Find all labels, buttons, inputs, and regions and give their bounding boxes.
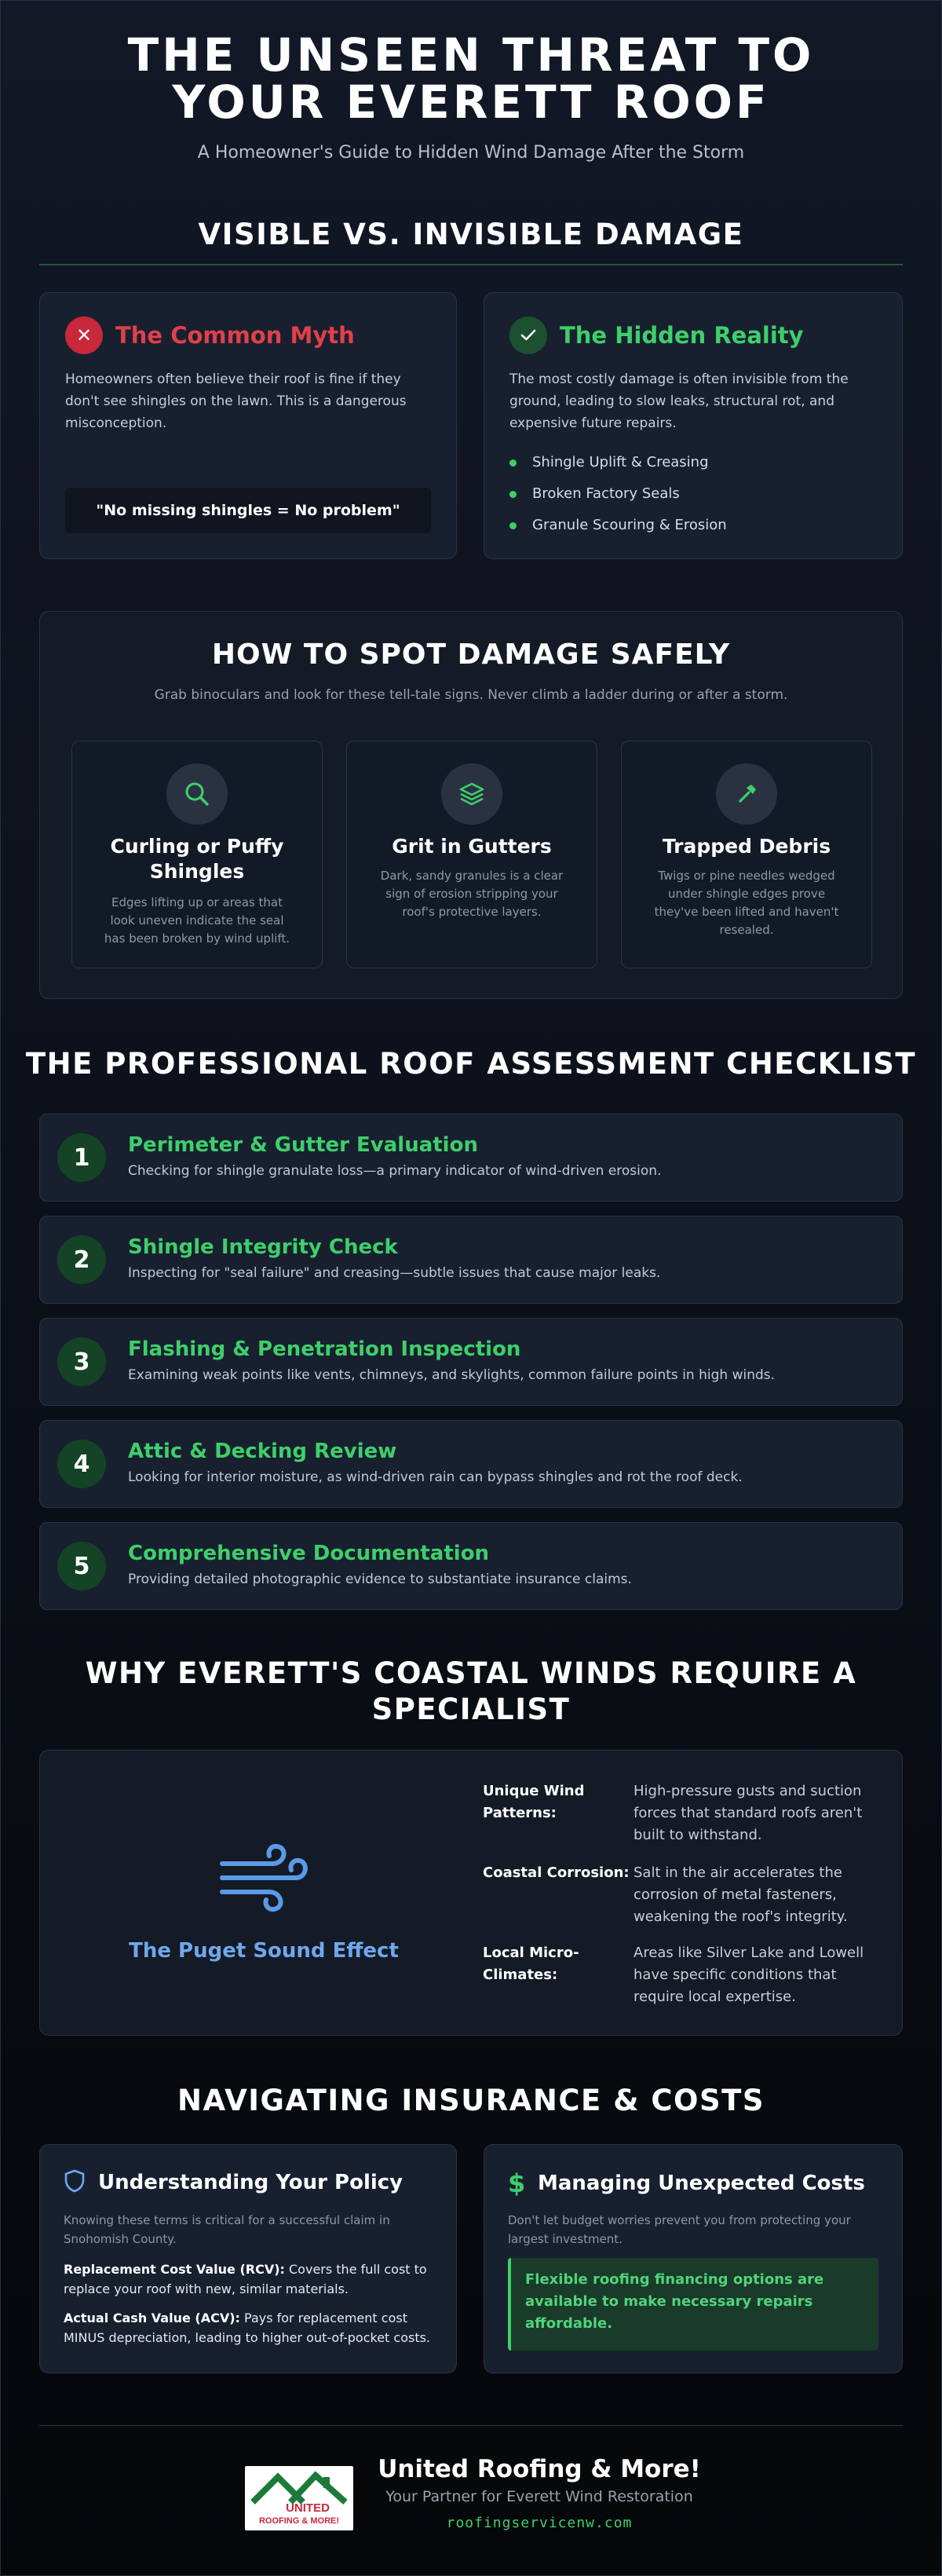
costs-lead-line1: Don't let budget worries prevent you from protecting your	[508, 2213, 851, 2227]
factor-key-line1: Coastal Corrosion:	[483, 1864, 630, 1881]
step-title: Comprehensive Documentation	[128, 1542, 490, 1565]
section-title-coastal-line2: SPECIALIST	[371, 1692, 571, 1726]
spot-card-text-line2: under shingle edges prove	[667, 887, 826, 901]
search-icon	[166, 763, 228, 825]
rcv-definition	[64, 2259, 433, 2299]
bullet-dot	[509, 491, 517, 498]
spot-card-text-line2: sign of erosion stripping your	[385, 887, 558, 901]
section-divider	[39, 264, 903, 265]
spot-card-text-line4: resealed.	[719, 923, 774, 937]
step-number: 5	[57, 1542, 106, 1590]
policy-card	[39, 2144, 457, 2373]
factor-value	[633, 1942, 883, 2008]
company-info	[371, 2455, 708, 2531]
page-title-line1: THE UNSEEN THREAT TO	[127, 28, 815, 82]
spot-card-grit	[346, 741, 597, 968]
acv-text-line2: MINUS depreciation, leading to higher out-of-pocket costs.	[64, 2330, 431, 2345]
shield-icon	[64, 2168, 86, 2197]
myth-quote: "No missing shingles = No problem"	[65, 488, 431, 533]
factor-key-line1: Unique Wind	[483, 1783, 585, 1799]
factor-value-line1: High-pressure gusts and suction	[633, 1783, 862, 1799]
list-item-label: Shingle Uplift & Creasing	[532, 454, 709, 470]
policy-lead-line1: Knowing these terms is critical for a successful claim in	[64, 2213, 390, 2227]
rcv-text-line2: replace your roof with new, similar materials.	[64, 2281, 349, 2296]
step-title: Flashing & Penetration Inspection	[128, 1337, 521, 1361]
coastal-factor	[483, 1780, 883, 1846]
policy-lead	[64, 2211, 433, 2249]
reality-heading: The Hidden Reality	[560, 322, 804, 349]
dollar-icon: $	[508, 2168, 526, 2198]
costs-heading: Managing Unexpected Costs	[538, 2172, 865, 2195]
financing-line3: affordable.	[525, 2315, 613, 2332]
bullet-dot	[509, 459, 517, 467]
checklist-item	[39, 1522, 903, 1610]
coastal-factor	[483, 1942, 883, 2008]
step-number: 4	[57, 1440, 106, 1488]
factor-value-line3: built to withstand.	[633, 1827, 762, 1843]
spot-damage-panel	[39, 611, 903, 999]
spot-card-text-line3: they've been lifted and haven't	[654, 905, 839, 919]
puget-sound-label: The Puget Sound Effect	[129, 1939, 399, 1963]
myth-card	[39, 292, 457, 559]
section-title-checklist: THE PROFESSIONAL ROOF ASSESSMENT CHECKLIST	[25, 1047, 917, 1081]
checklist-item	[39, 1114, 903, 1202]
spot-card-text	[96, 894, 298, 948]
spot-card-text-line2: look uneven indicate the seal	[110, 913, 284, 928]
list-item	[509, 447, 877, 478]
acv-definition	[64, 2308, 433, 2347]
logo-text-line2: ROOFING & MORE!	[258, 2516, 340, 2526]
checklist-item	[39, 1318, 903, 1406]
spot-card-title: Grit in Gutters	[392, 835, 552, 858]
list-item	[509, 510, 877, 541]
website-link[interactable]: roofingservicenw.com	[446, 2515, 633, 2531]
factor-value-line2: corrosion of metal fasteners,	[633, 1886, 837, 1903]
factor-value	[633, 1780, 883, 1846]
policy-header	[64, 2168, 403, 2197]
step-description: Looking for interior moisture, as wind-driven rain can bypass shingles and rot the roof deck.	[128, 1469, 743, 1485]
step-description: Checking for shingle granulate loss—a primary indicator of wind-driven erosion.	[128, 1163, 662, 1179]
step-title: Perimeter & Gutter Evaluation	[128, 1133, 478, 1157]
wind-icon	[217, 1840, 312, 1916]
rcv-text-line1: Covers the full cost to	[284, 2262, 427, 2277]
page-title-line2: YOUR EVERETT ROOF	[172, 75, 770, 129]
company-name: United Roofing & More!	[378, 2455, 701, 2483]
page-title	[0, 28, 942, 129]
spot-card-text	[371, 867, 573, 921]
spot-card-text-line3: has been broken by wind uplift.	[104, 931, 290, 946]
factor-key-line1: Local Micro-	[483, 1945, 579, 1961]
step-title: Attic & Decking Review	[128, 1440, 397, 1463]
spot-card-curling	[71, 741, 323, 968]
policy-heading: Understanding Your Policy	[98, 2171, 403, 2194]
spot-card-text-line3: roof's protective layers.	[402, 905, 542, 919]
costs-card	[484, 2144, 903, 2373]
spot-subtitle: Grab binoculars and look for these tell-tale signs. Never climb a ladder during or after a storm.	[154, 687, 788, 703]
reality-body: The most costly damage is often invisible from the ground, leading to slow leaks, structural rot, and expensive future repairs.	[509, 371, 849, 431]
footer-divider	[39, 2425, 903, 2426]
myth-header	[65, 317, 355, 354]
layers-icon	[441, 763, 502, 825]
financing-line2: available to make necessary repairs	[525, 2293, 813, 2310]
costs-header	[508, 2168, 865, 2198]
costs-lead-line2: largest investment.	[508, 2232, 623, 2246]
section-title-insurance: NAVIGATING INSURANCE & COSTS	[177, 2084, 765, 2117]
step-description: Examining weak points like vents, chimneys, and skylights, common failure points in high winds.	[128, 1367, 776, 1383]
page-subtitle: A Homeowner's Guide to Hidden Wind Damage After the Storm	[197, 143, 745, 163]
check-icon	[509, 317, 547, 354]
step-number: 1	[57, 1133, 106, 1182]
step-description: Providing detailed photographic evidence to substantiate insurance claims.	[128, 1572, 632, 1587]
spot-card-title	[85, 834, 309, 884]
policy-lead-line2: Snohomish County.	[64, 2232, 177, 2246]
reality-header	[509, 317, 804, 354]
factor-key-line2: Climates:	[483, 1967, 558, 1983]
financing-line1: Flexible roofing financing options are	[525, 2271, 824, 2288]
section-title-visible: VISIBLE VS. INVISIBLE DAMAGE	[198, 218, 744, 251]
section-title-spot: HOW TO SPOT DAMAGE SAFELY	[211, 639, 731, 671]
costs-lead	[508, 2211, 878, 2249]
checklist-item	[39, 1420, 903, 1508]
spot-card-text-line1: Twigs or pine needles wedged	[658, 869, 835, 883]
hammer-icon	[716, 763, 777, 825]
factor-value-line3: weakening the roof's integrity.	[633, 1908, 848, 1925]
company-tagline: Your Partner for Everett Wind Restoration	[385, 2488, 693, 2505]
factor-value-line2: have specific conditions that	[633, 1967, 837, 1983]
factor-key	[483, 1942, 633, 2008]
financing-callout	[508, 2258, 878, 2351]
rcv-term: Replacement Cost Value (RCV):	[64, 2262, 285, 2277]
acv-term: Actual Cash Value (ACV):	[64, 2311, 240, 2325]
x-icon: ✕	[65, 317, 103, 354]
factor-key	[483, 1862, 633, 1928]
hero-header	[0, 28, 942, 163]
spot-card-title: Trapped Debris	[662, 835, 831, 858]
reality-bullets	[509, 447, 877, 541]
section-title-coastal-line1: WHY EVERETT'S COASTAL WINDS REQUIRE A	[85, 1656, 857, 1690]
step-description: Inspecting for "seal failure" and creasing—subtle issues that cause major leaks.	[128, 1265, 661, 1281]
coastal-factor	[483, 1862, 883, 1928]
reality-card	[484, 292, 903, 559]
factor-value-line3: require local expertise.	[633, 1989, 796, 2005]
factor-key-line2: Patterns:	[483, 1805, 557, 1821]
spot-card-text	[645, 867, 848, 939]
factor-value-line2: forces that standard roofs aren't	[633, 1805, 863, 1821]
coastal-panel	[39, 1750, 903, 2036]
myth-body: Homeowners often believe their roof is fine if they don't see shingles on the lawn. This is a dangerous misconception.	[65, 371, 407, 431]
spot-card-text-line1: Edges lifting up or areas that	[111, 895, 283, 909]
spot-card-text-line1: Dark, sandy granules is a clear	[380, 869, 564, 883]
step-title: Shingle Integrity Check	[128, 1235, 398, 1259]
myth-heading: The Common Myth	[115, 322, 355, 349]
company-logo	[245, 2466, 353, 2530]
step-number: 3	[57, 1337, 106, 1386]
list-item-label: Broken Factory Seals	[532, 485, 680, 502]
list-item-label: Granule Scouring & Erosion	[532, 517, 727, 533]
spot-card-debris	[621, 741, 872, 968]
factor-value	[633, 1862, 883, 1928]
factor-key	[483, 1780, 633, 1846]
factor-value-line1: Areas like Silver Lake and Lowell	[633, 1945, 864, 1961]
spot-card-title-line2: Shingles	[149, 860, 245, 883]
checklist-item	[39, 1216, 903, 1304]
bullet-dot	[509, 522, 517, 529]
list-item	[509, 478, 877, 510]
step-number: 2	[57, 1235, 106, 1284]
logo-text-line1: UNITED	[286, 2501, 330, 2515]
section-title-coastal	[0, 1656, 942, 1728]
acv-text-line1: Pays for replacement cost	[239, 2311, 407, 2325]
spot-card-title-line1: Curling or Puffy	[110, 835, 284, 858]
factor-value-line1: Salt in the air accelerates the	[633, 1864, 842, 1881]
